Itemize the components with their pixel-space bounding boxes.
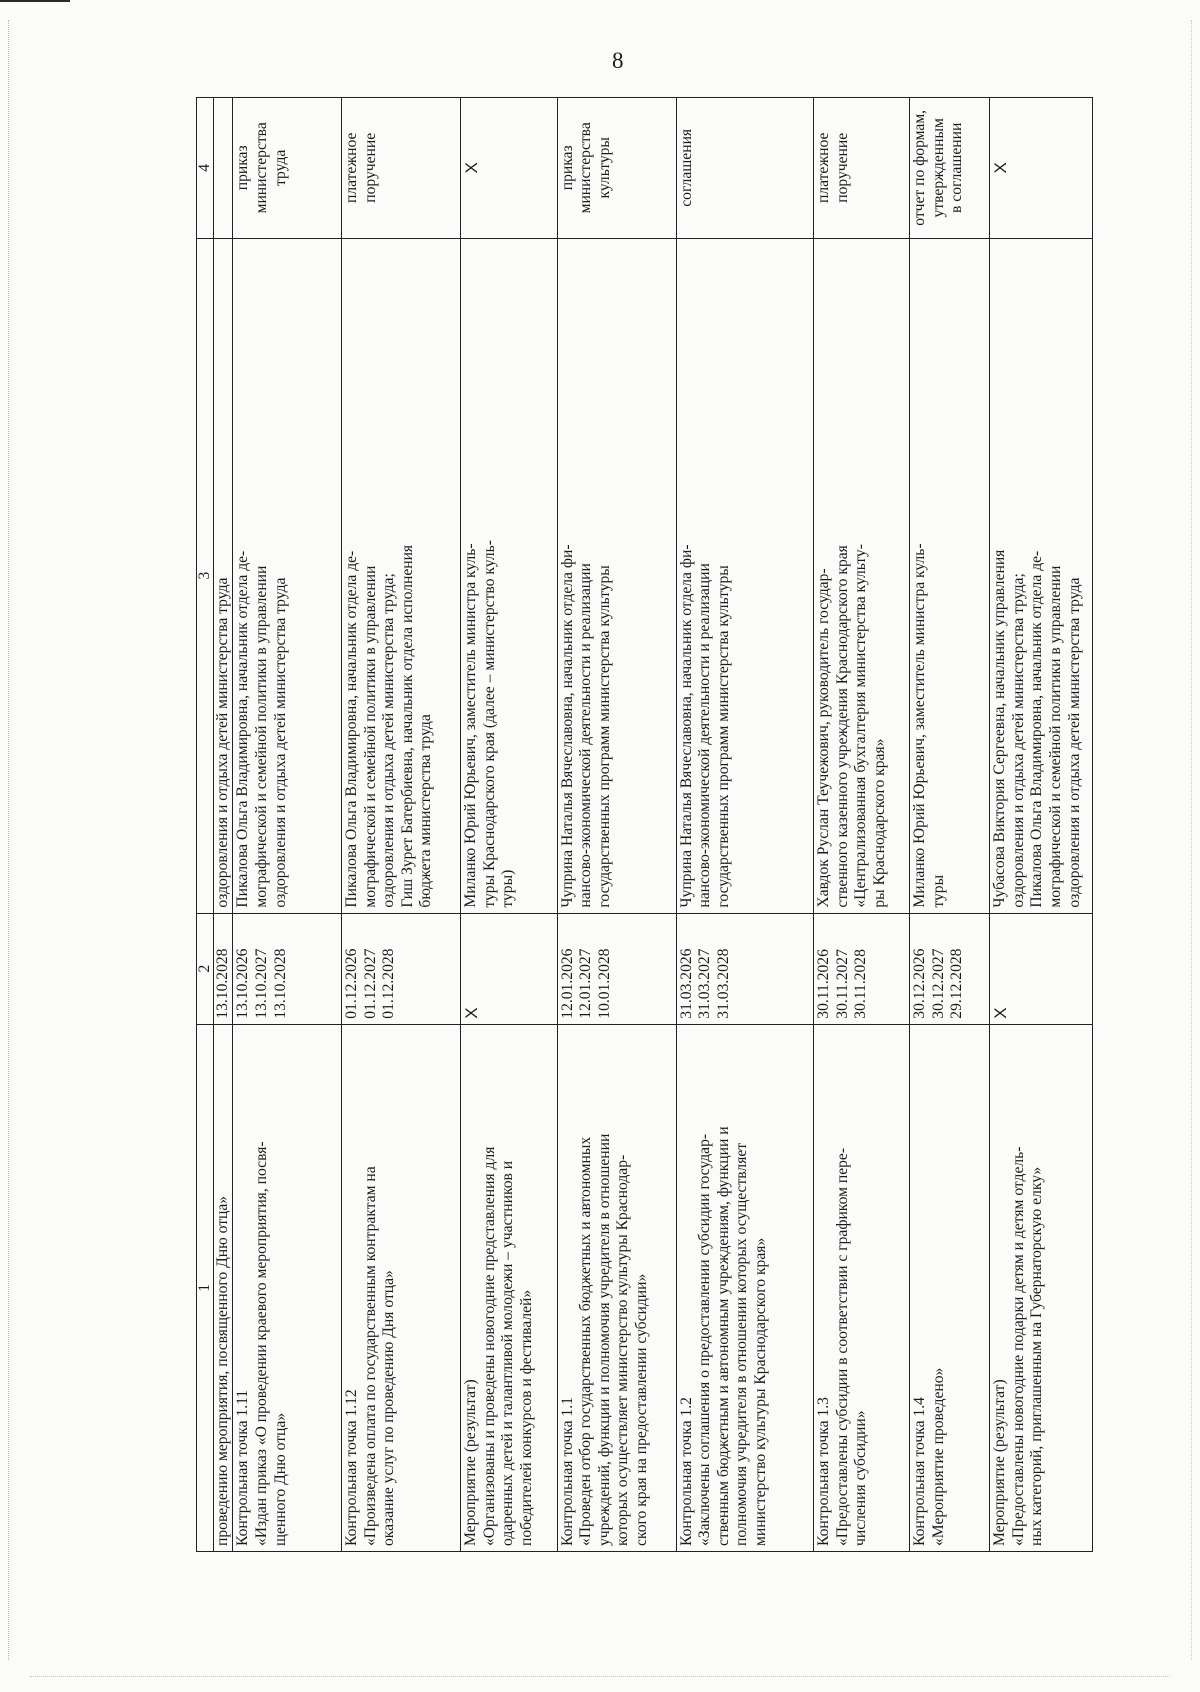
cell-line: Чуприна Наталья Вячеславовна, начальник отдела фи- <box>677 544 695 908</box>
cell-document <box>557 98 676 239</box>
cell-deadline <box>557 913 676 1024</box>
cell-line: Контрольная точка 1.12 <box>343 1389 361 1546</box>
cell-line: «Мероприятие проведено» <box>929 1367 947 1546</box>
table-row <box>910 98 990 1552</box>
cell-line: оказание услуг по проведению Дня отца» <box>380 1270 398 1546</box>
cell-line: 31.03.2028 <box>714 948 732 1019</box>
cell-line: государственных программ министерства культуры <box>595 565 613 908</box>
cell-document <box>233 98 342 239</box>
cell-line: ского края на предоставлении субсидии» <box>632 1273 650 1546</box>
header-col-3: 3 <box>197 238 214 913</box>
cell-line: утвержденным <box>929 118 947 218</box>
cell-action <box>342 1024 461 1551</box>
cell-document <box>342 98 461 239</box>
cell-line: туры <box>929 874 947 908</box>
cell-line: 31.03.2027 <box>696 948 714 1019</box>
cell-line: мографической и семейной политики в управлении <box>1047 565 1065 908</box>
cell-line: Миланко Юрий Юрьевич, заместитель министра куль- <box>462 543 480 908</box>
cell-line: 01.12.2027 <box>361 948 379 1019</box>
cell-action <box>676 1024 813 1551</box>
cell-line: «Проведен отбор государственных бюджетных и автономных <box>577 1136 595 1546</box>
cell-line: 12.01.2027 <box>577 948 595 1019</box>
cell-responsible <box>233 238 342 913</box>
cell-line: 30.12.2026 <box>911 948 929 1019</box>
cell-line: 01.12.2026 <box>343 948 361 1019</box>
cell-line: поручение <box>833 132 851 203</box>
cell-line: 13.10.2028 <box>271 948 289 1019</box>
cell-responsible: оздоровления и отдыха детей министерства труда <box>214 238 233 913</box>
cell-line: «Заключены соглашения о предоставлении субсидии государ- <box>696 1133 714 1546</box>
cell-line: нансово-экономической деятельности и реализации <box>696 563 714 908</box>
scan-border-bottom <box>30 1676 1170 1677</box>
table-row <box>813 98 909 1552</box>
cell-line: оздоровления и отдыха детей министерства труда; <box>380 573 398 908</box>
cell-line: платежное <box>343 132 361 204</box>
cell-line: X <box>462 1007 482 1019</box>
cell-line: 31.03.2026 <box>677 948 695 1019</box>
cell-line: Контрольная точка 1.3 <box>814 1397 832 1546</box>
cell-deadline <box>342 913 461 1024</box>
plan-table <box>196 97 1093 1552</box>
cell-line: Контрольная точка 1.1 <box>558 1397 576 1546</box>
cell-line: Гиш Зурет Батербиевна, начальник отдела исполнения <box>398 544 416 908</box>
table-row <box>990 98 1093 1552</box>
table-row <box>557 98 676 1552</box>
cell-line: отчет по формам, <box>911 109 929 226</box>
cell-line: Чубасова Виктория Сергеевна, начальник управления <box>991 549 1009 908</box>
cell-line: X <box>991 162 1011 174</box>
cell-line: в соглашении <box>948 122 966 213</box>
cell-line: министерства <box>253 122 271 214</box>
cell-line: Мероприятие (результат) <box>991 1379 1009 1546</box>
page-number: 8 <box>612 48 624 73</box>
cell-line: бюджета министерства труда <box>417 714 435 908</box>
cell-line: Пикалова Ольга Владимировна, начальник отдела де- <box>343 550 361 908</box>
cell-line: ры Краснодарского края» <box>870 738 888 908</box>
cell-line: туры Краснодарского края (далее – министерство куль- <box>480 540 498 908</box>
cell-document <box>676 98 813 239</box>
cell-line: Пикалова Ольга Владимировна, начальник отдела де- <box>1028 550 1046 908</box>
cell-responsible <box>910 238 990 913</box>
cell-responsible <box>990 238 1093 913</box>
cell-responsible <box>813 238 909 913</box>
cell-line: «Предоставлены новогодние подарки детям и детям отдель- <box>1009 1146 1027 1546</box>
cell-responsible <box>676 238 813 913</box>
cell-action <box>461 1024 557 1551</box>
cell-responsible <box>342 238 461 913</box>
cell-line: поручение <box>361 132 379 203</box>
table-header-row <box>197 98 214 1552</box>
cell-document <box>461 98 557 239</box>
cell-action <box>990 1024 1093 1551</box>
cell-line: Контрольная точка 1.2 <box>677 1397 695 1546</box>
cell-line: 10.01.2028 <box>595 948 613 1019</box>
cell-line: полномочия учредителя в отношении которых осуществляет <box>733 1142 751 1546</box>
cell-line: учреждений, функции и полномочия учредителя в отношении <box>595 1133 613 1546</box>
cell-line: нансово-экономической деятельности и реализации <box>577 563 595 908</box>
cell-action <box>233 1024 342 1551</box>
cell-deadline <box>233 913 342 1024</box>
table-row <box>676 98 813 1552</box>
cell-deadline: 13.10.2028 <box>214 913 233 1024</box>
cell-document <box>910 98 990 239</box>
cell-line: щенного Дню отца» <box>271 1412 289 1546</box>
cell-line: «Предоставлены субсидии в соответствии с графиком пере- <box>833 1147 851 1546</box>
cell-deadline <box>461 913 557 1024</box>
cell-line: «Организованы и проведены новогодние представления для <box>480 1146 498 1546</box>
cell-deadline <box>990 913 1093 1024</box>
cell-line: «Централизованная бухгалтерия министерства культу- <box>852 544 870 908</box>
header-col-1: 1 <box>197 1024 214 1551</box>
cell-responsible <box>461 238 557 913</box>
cell-action <box>910 1024 990 1551</box>
cell-document <box>990 98 1093 239</box>
cell-line: 29.12.2028 <box>948 948 966 1019</box>
cell-line: «Издан приказ «О проведении краевого мероприятия, посвя- <box>253 1141 271 1546</box>
cell-line: 01.12.2028 <box>380 948 398 1019</box>
cell-line: платежное <box>814 132 832 204</box>
cell-line: мографической и семейной политики в управлении <box>253 565 271 908</box>
cell-line: 30.12.2027 <box>929 948 947 1019</box>
cell-line: ных категорий, приглашенным на Губернаторскую елку» <box>1028 1166 1046 1546</box>
cell-line: «Произведена оплата по государственным контрактам на <box>361 1166 379 1546</box>
scan-border-right <box>1191 20 1192 1660</box>
cell-deadline <box>813 913 909 1024</box>
cell-line: министерства <box>577 122 595 214</box>
scan-edge-mark <box>0 0 70 2</box>
cell-line: труда <box>271 149 289 186</box>
cell-line: Миланко Юрий Юрьевич, заместитель министра куль- <box>911 543 929 908</box>
header-col-4: 4 <box>197 98 214 239</box>
cell-line: соглашения <box>677 128 695 207</box>
cell-action <box>813 1024 909 1551</box>
continuation-row <box>214 98 233 1552</box>
cell-line: Мероприятие (результат) <box>462 1379 480 1546</box>
cell-line: победителей конкурсов и фестивалей» <box>517 1289 535 1546</box>
header-col-2: 2 <box>197 913 214 1024</box>
cell-line: оздоровления и отдыха детей министерства труда <box>271 577 289 908</box>
cell-line: министерство культуры Краснодарского края» <box>751 1237 769 1546</box>
cell-line: культуры <box>595 137 613 199</box>
cell-line: Контрольная точка 1.4 <box>911 1397 929 1546</box>
cell-line: Контрольная точка 1.11 <box>234 1389 252 1546</box>
cell-line: одаренных детей и талантливой молодежи – участников и <box>499 1160 517 1546</box>
table-row <box>233 98 342 1552</box>
cell-deadline <box>676 913 813 1024</box>
cell-line: X <box>462 162 482 174</box>
cell-line: 30.11.2026 <box>814 949 832 1019</box>
cell-line: государственных программ министерства культуры <box>714 565 732 908</box>
cell-line: 12.01.2026 <box>558 948 576 1019</box>
cell-line: 13.10.2027 <box>253 948 271 1019</box>
cell-line: Чуприна Наталья Вячеславовна, начальник отдела фи- <box>558 544 576 908</box>
cell-line: Пикалова Ольга Владимировна, начальник отдела де- <box>234 550 252 908</box>
cell-line: 30.11.2027 <box>833 949 851 1019</box>
cell-action <box>557 1024 676 1551</box>
cell-document <box>214 98 233 239</box>
cell-line: приказ <box>234 145 252 191</box>
table-body <box>214 98 1093 1552</box>
cell-line: 13.10.2026 <box>234 948 252 1019</box>
cell-line: ственного казенного учреждения Краснодарского края <box>833 545 851 908</box>
cell-line: оздоровления и отдыха детей министерства труда; <box>1009 573 1027 908</box>
cell-line: X <box>991 1007 1011 1019</box>
cell-line: ственным бюджетным и автономным учреждениям, функции и <box>714 1126 732 1546</box>
cell-action: проведению мероприятия, посвященного Дню отца» <box>214 1024 233 1551</box>
cell-responsible <box>557 238 676 913</box>
cell-line: числения субсидии» <box>852 1410 870 1546</box>
cell-line: оздоровления и отдыха детей министерства труда <box>1065 577 1083 908</box>
cell-document <box>813 98 909 239</box>
cell-line: мографической и семейной политики в управлении <box>361 565 379 908</box>
scan-border-left <box>8 20 9 1660</box>
cell-line: которых осуществляет министерство культуры Краснодар- <box>614 1154 632 1546</box>
table-row <box>461 98 557 1552</box>
cell-line: приказ <box>558 145 576 191</box>
cell-line: Хавдок Руслан Теучежович, руководитель государ- <box>814 568 832 908</box>
cell-deadline <box>910 913 990 1024</box>
cell-line: 30.11.2028 <box>852 949 870 1019</box>
rotated-table-wrapper <box>196 97 1093 1552</box>
cell-line: туры) <box>499 869 517 908</box>
table-row <box>342 98 461 1552</box>
